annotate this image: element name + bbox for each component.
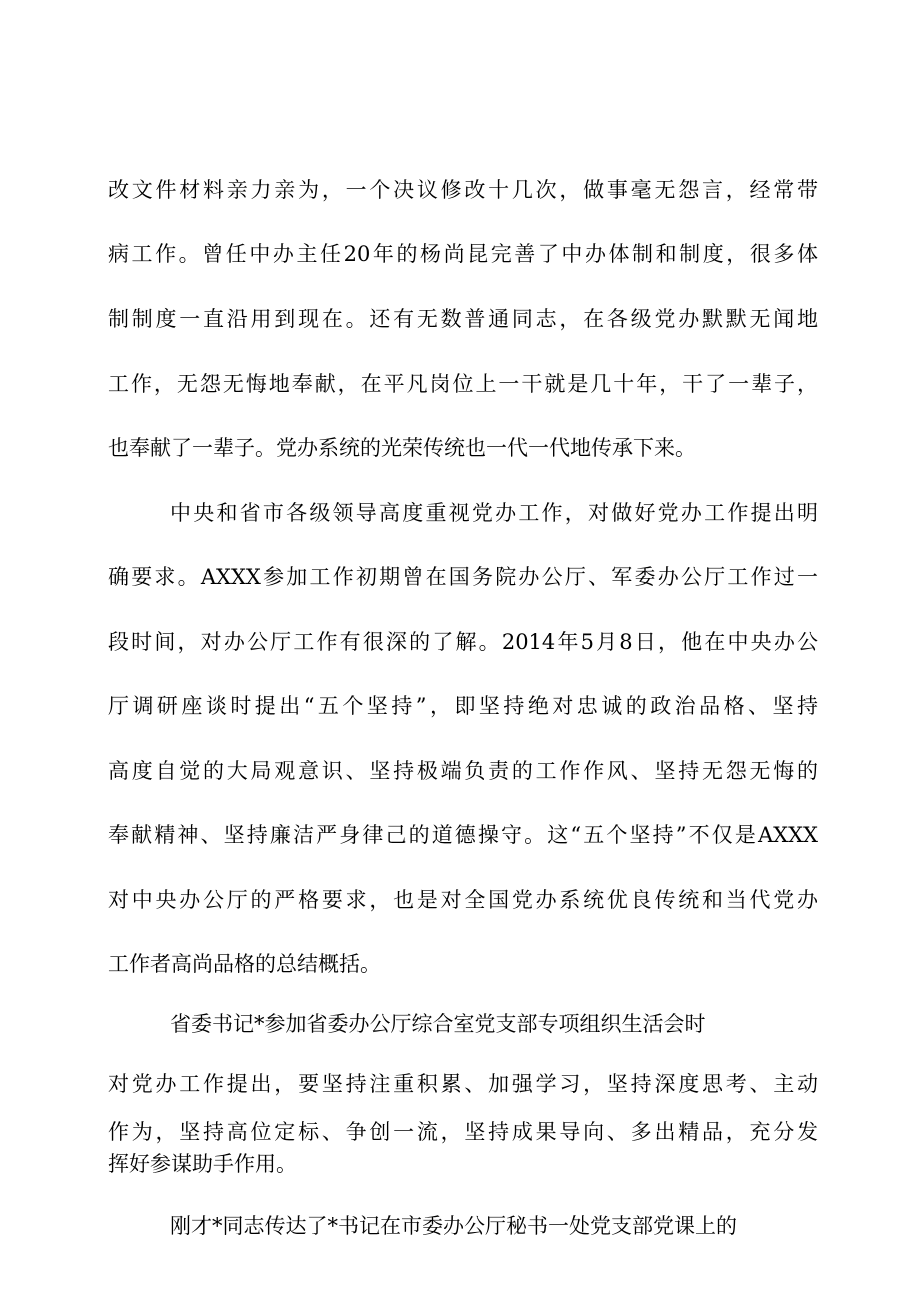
paragraph-1-line-2: 病工作。曾任中办主任20年的杨尚昆完善了中办体制和制度，很多体 [108, 242, 818, 266]
paragraph-4-line-3: 挥好参谋助手作用。 [108, 1152, 297, 1176]
paragraph-1-line-3: 制制度一直沿用到现在。还有无数普通同志，在各级党办默默无闻地 [108, 307, 818, 331]
paragraph-5-line-1: 刚才*同志传达了*书记在市委办公厅秘书一处党支部党课上的 [170, 1214, 737, 1238]
paragraph-2-line-4: 厅调研座谈时提出“五个坚持”，即坚持绝对忠诚的政治品格、坚持 [108, 694, 818, 718]
paragraph-2-line-3: 段时间，对办公厅工作有很深的了解。2014年5月8日，他在中央办公 [108, 630, 818, 654]
paragraph-2-line-5: 高度自觉的大局观意识、坚持极端负责的工作作风、坚持无怨无悔的 [108, 759, 818, 783]
paragraph-1-line-5: 也奉献了一辈子。党办系统的光荣传统也一代一代地传承下来。 [108, 436, 696, 460]
paragraph-1-line-4: 工作，无怨无悔地奉献，在平凡岗位上一干就是几十年，干了一辈子， [108, 372, 818, 396]
paragraph-4-line-2: 作为，坚持高位定标、争创一流，坚持成果导向、多出精品，充分发 [108, 1120, 818, 1144]
paragraph-2-line-8: 工作者高尚品格的总结概括。 [108, 952, 381, 976]
paragraph-1-line-1: 改文件材料亲力亲为，一个决议修改十几次，做事毫无怨言，经常带 [108, 178, 818, 202]
paragraph-2-line-7: 对中央办公厅的严格要求，也是对全国党办系统优良传统和当代党办 [108, 888, 818, 912]
paragraph-2-line-6: 奉献精神、坚持廉洁严身律己的道德操守。这“五个坚持”不仅是AXXX [108, 823, 818, 847]
paragraph-3-line-1: 省委书记*参加省委办公厅综合室党支部专项组织生活会时 [170, 1012, 706, 1036]
paragraph-2-line-1: 中央和省市各级领导高度重视党办工作，对做好党办工作提出明 [170, 501, 818, 525]
paragraph-2-line-2: 确要求。AXXX参加工作初期曾在国务院办公厅、军委办公厅工作过一 [108, 565, 818, 589]
paragraph-4-line-1: 对党办工作提出，要坚持注重积累、加强学习，坚持深度思考、主动 [108, 1072, 818, 1096]
